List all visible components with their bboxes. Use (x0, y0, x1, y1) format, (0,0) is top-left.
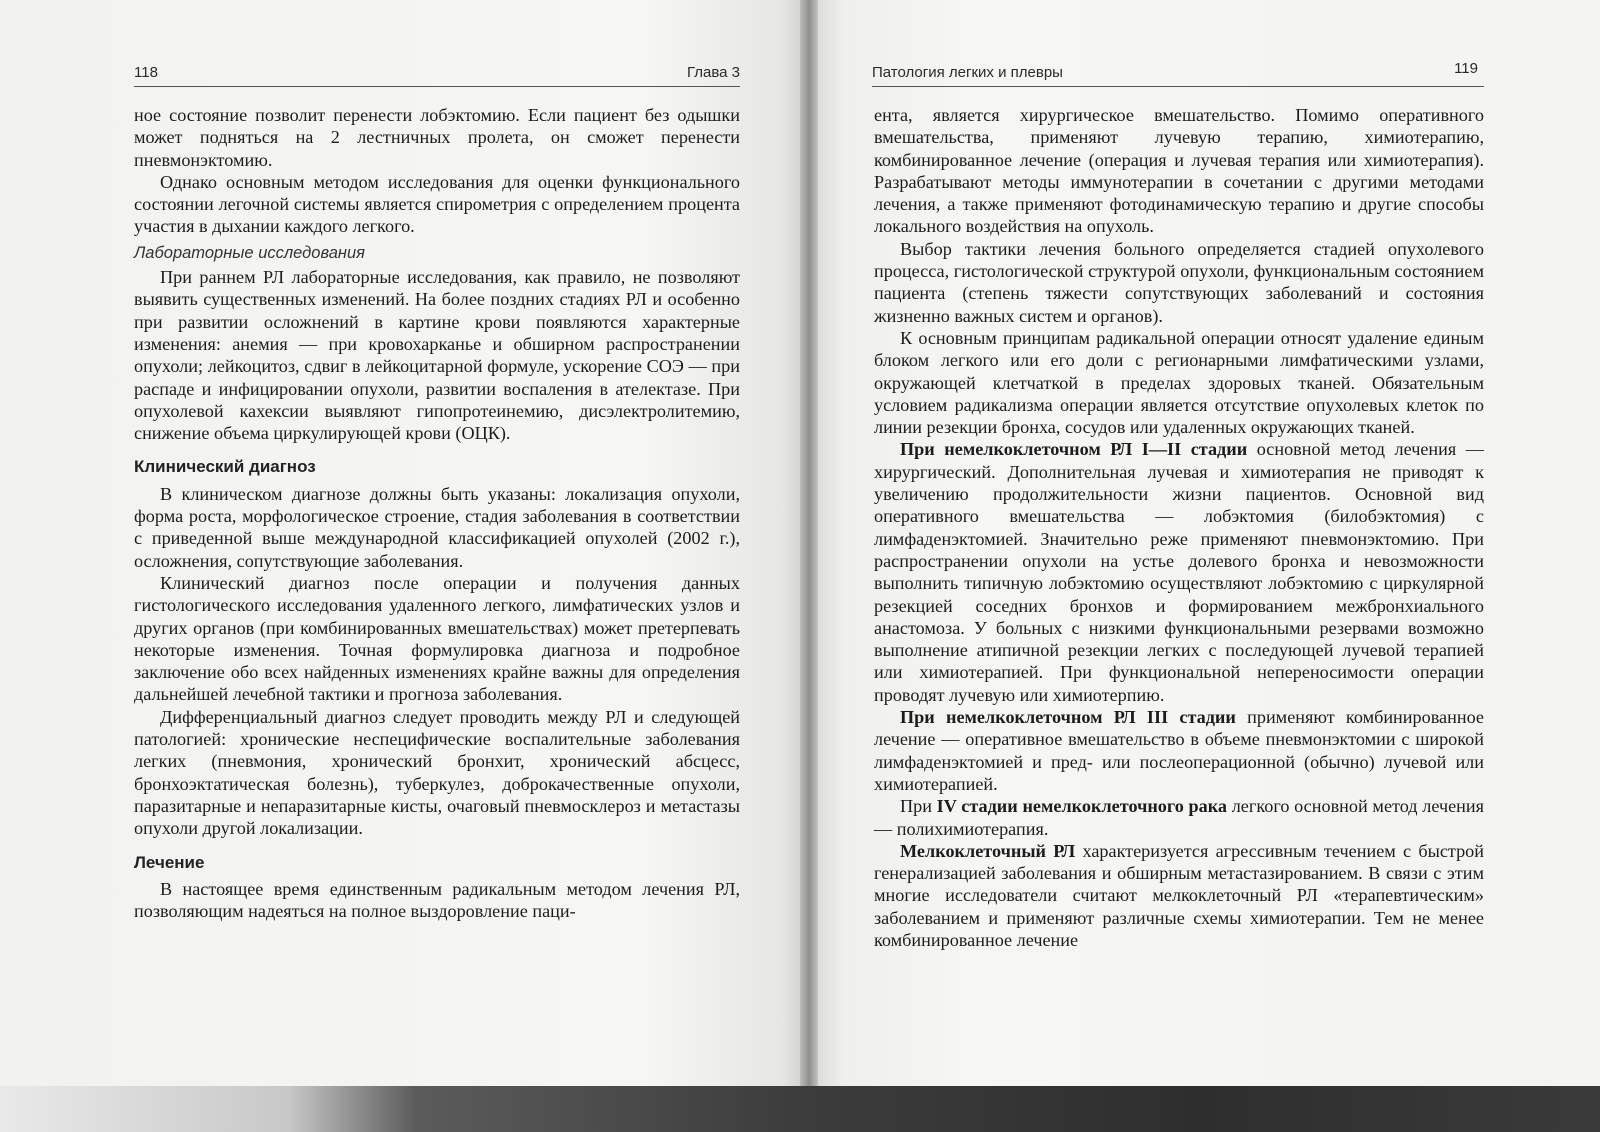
left-page-header (134, 62, 740, 87)
paragraph-text: легкого основной метод лечения — полихимиотерапия. (874, 796, 1484, 839)
running-head: Патология легких и плевры (872, 64, 1063, 81)
paragraph: К основным принципам радикальной операции относят удаление единым блоком легкого или его доли с регионарными лимфатическими узлами, окружающей клетчаткой в пределах здоровых тканей. Обязательным условием радикализма операции является отсутствие опухолевых клеток по линии резекции бронха, сосудов или удаленных окружающих тканей. (874, 327, 1484, 438)
book-gutter (800, 0, 818, 1102)
section-heading: Лечение (134, 852, 205, 872)
bold-lead: IV стадии немелкоклеточного рака (936, 796, 1228, 817)
paragraph (874, 706, 1484, 795)
section-heading: Клинический диагноз (134, 457, 316, 477)
paragraph: Выбор тактики лечения больного определяется стадией опухолевого процесса, гистологической структурой опухоли, функциональным состоянием пациента (степень тяжести сопутствующих заболеваний и состояния жизненно важных систем и органов). (874, 238, 1484, 326)
paragraph: Дифференциальный диагноз следует проводить между РЛ и следующей патологией: хронические неспецифические воспалительные заболевания легких (пневмония, хронический бронхит, хронический абсцесс, бронхоэктатическая болезнь), туберкулез, доброкачественные опухоли, паразитарные и непаразитарные кисты, очаговый пневмосклероз и метастазы опухоли другой локализации. (134, 706, 740, 839)
paragraph: ное состояние позволит перенести лобэктомию. Если пациент без одышки может подняться на 2 лестничных пролета, он сможет перенести пневмонэктомию. (134, 105, 740, 170)
right-page-body (874, 104, 1484, 951)
paragraph-prefix: При (900, 796, 937, 817)
paragraph: Однако основным методом исследования для оценки функционального состоянии легочной системы является спирометрия с определением процента участия в дыхании каждого легкого. (134, 171, 740, 237)
paragraph-text: основной метод лечения — хирургический. Дополнительная лучевая и химиотерапия не приводят к увеличению продолжительности жизни пациентов. Основной вид оперативного вмешательства — лобэктомия (билобэктомия) с лимфаденэктомией. Значительно реже применяют пневмонэктомию. При распространении опухоли на устье долевого бронха и невозможности выполнить типичную лобэктомию осуществляют лобэктомию с циркулярной резекцией соседних бронхов и формированием межбронхиального анастомоза. У больных с низкими функциональными резервами возможно выполнение атипичной резекции легких с последующей лучевой терапией или химиотерапией. При функциональной непереносимости операции проводят лучевую или химиотерпию. (874, 439, 1484, 705)
paragraph: В настоящее время единственным радикальным методом лечения РЛ, позволяющим надеяться на полное выздоровление паци- (134, 878, 740, 922)
paragraph: При раннем РЛ лабораторные исследования, как правило, не позволяют выявить существенных изменений. На более поздних стадиях РЛ и особенно при развитии осложнений в картине крови появляются характерные изменения: анемия — при кровохарканье и обширном распространении опухоли; лейкоцитоз, сдвиг в лейкоцитарной формуле, ускорение СОЭ — при распаде и инфицировании опухоли, развитии воспаления в ателектазе. При опухолевой кахексии выявляют гипопротеинемию, дисэлектролитемию, снижение объема циркулирующей крови (ОЦК). (134, 267, 740, 444)
paragraph-text: характеризуется агрессивным течением с быстрой генерализацией заболевания и обширным метастазированием. В связи с этим многие исследователи считают мелкоклеточный РЛ «терапевтическим» заболеванием и применяют различные схемы химиотерапии. Тем не менее комбинированное лечение (874, 840, 1484, 950)
paragraph (874, 795, 1484, 840)
paragraph (874, 438, 1484, 706)
page-number: 119 (1454, 60, 1478, 77)
right-page-header (872, 62, 1484, 87)
left-page-body (134, 104, 740, 922)
paragraph (874, 840, 1484, 951)
page-number: 118 (134, 64, 158, 81)
paragraph-text: применяют комбинированное лечение — оперативное вмешательство в объеме пневмонэктомии с широкой лимфаденэктомией и пред- или послеоперационной (обычно) лучевой или химиотерапией. (874, 707, 1484, 794)
paragraph: Клинический диагноз после операции и получения данных гистологического исследования удаленного легкого, лимфатических узлов и других органов (при комбинированных вмешательствах) может претерпевать некоторые изменения. Точная формулировка диагноза и подробное заключение обо всех найденных изменениях крайне важны для определения дальнейшей лечебной тактики и прогноза заболевания. (134, 572, 740, 705)
scan-bottom-edge (0, 1086, 1600, 1132)
subsection-heading: Лабораторные исследования (134, 243, 365, 262)
bold-lead: При немелкоклеточном РЛ I—II стадии (900, 439, 1248, 460)
paragraph: ента, является хирургическое вмешательство. Помимо оперативного вмешательства, применяют лучевую терапию, химиотерапию, комбинированное лечение (операция и лучевая терапия или химиотерапия). Разрабатывают методы иммунотерапии в сочетании с другими методами лечения, а также применяют фотодинамическую терапию и другие способы локального воздействия на опухоль. (874, 105, 1484, 237)
bold-lead: При немелкоклеточном РЛ III стадии (900, 707, 1236, 728)
bold-lead: Мелкоклеточный РЛ (900, 840, 1076, 861)
paragraph: В клиническом диагнозе должны быть указаны: локализация опухоли, форма роста, морфологическое строение, стадия заболевания в соответствии с приведенной выше международной классификацией опухолей (2002 г.), осложнения, сопутствующие заболевания. (134, 483, 740, 571)
running-head: Глава 3 (686, 64, 740, 81)
